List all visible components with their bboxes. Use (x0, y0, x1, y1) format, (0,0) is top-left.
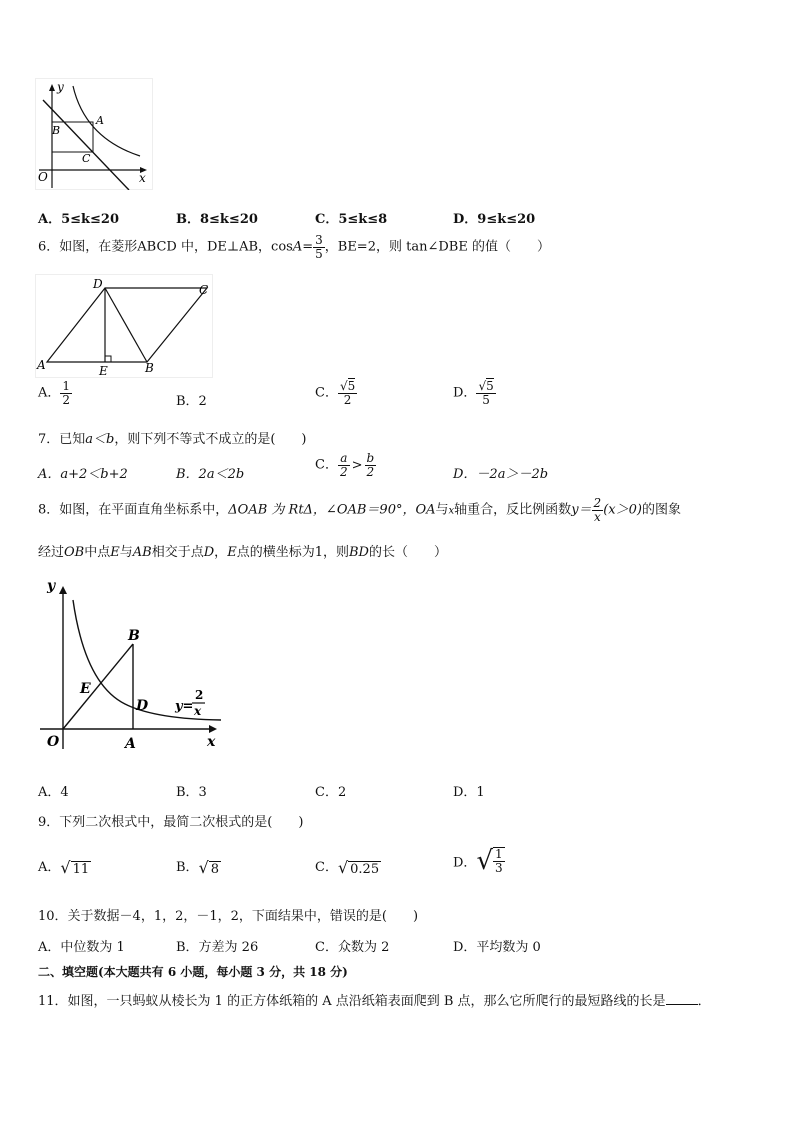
q6-rhombus-figure (35, 274, 213, 378)
q9-option-d-label: D． (453, 855, 477, 871)
q9-option-b-rad: 8 (210, 862, 220, 877)
right-angle-mark (105, 356, 111, 362)
q9-option-a-rad: 11 (72, 862, 90, 877)
q8-l1-e: 的图象 (641, 502, 681, 518)
q6-option-c[interactable] (315, 380, 357, 406)
q11-end: ． (697, 994, 711, 1009)
q8-l2-d: 相交于点 (151, 545, 204, 560)
label-e: E (80, 681, 91, 697)
label-c: C (199, 283, 209, 297)
q10-option-b[interactable]: B．方差为 26 (176, 940, 259, 955)
label-c: C (82, 152, 91, 165)
q7-stem-pre: 7．已知 (38, 432, 86, 447)
q8-l1-x: x (448, 505, 455, 517)
q11-stem (38, 990, 711, 1009)
q8-l1-cond: (x＞0) (603, 502, 642, 518)
q7-stem (38, 428, 307, 447)
q9-option-a-radical (60, 858, 91, 877)
q5-option-a[interactable]: A．5≤k≤20 (38, 212, 120, 227)
label-b: B (52, 124, 61, 137)
q10-stem: 10．关于数据－4，1，2，－1，2，下面结果中，错误的是( ) (38, 909, 419, 924)
q8-option-c[interactable]: C．2 (315, 785, 347, 800)
q8-l2-ob: OB (64, 545, 85, 560)
label-d: D (93, 277, 103, 291)
q7-option-b[interactable]: B．2a＜2b (176, 467, 245, 482)
q8-l1-den: x (593, 509, 601, 524)
sqrt-icon: √ (339, 379, 348, 393)
q8-l1-num: 2 (593, 496, 602, 510)
q8-l2-e2: E (227, 545, 237, 560)
q8-l2-ab: AB (132, 545, 152, 560)
q7-option-c-d1: 2 (339, 464, 348, 479)
q9-option-b-label: B． (176, 860, 199, 875)
sqrt-icon: √ (476, 846, 494, 876)
q11-text: 11．如图，一只蚂蚁从棱长为 1 的正方体纸箱的 A 点沿纸箱表面爬到 B 点，那么它所爬行的最短路线的长是 (38, 994, 666, 1009)
q6-option-d-den: 5 (482, 392, 490, 407)
q8-l1-a: 8．如图，在平面直角坐标系中， (38, 502, 229, 518)
q7-option-c-d2: 2 (366, 464, 375, 479)
q7-option-d[interactable]: D．－2a＞－2b (453, 467, 549, 482)
q8-l1-b: ΔOAB 为 RtΔ，∠OAB＝90°，OA (228, 502, 436, 518)
q6-option-d-label: D． (453, 385, 477, 401)
q8-stem-line1 (38, 497, 681, 523)
q10-option-a[interactable]: A．中位数为 1 (38, 940, 125, 955)
label-y: y (47, 578, 56, 594)
label-o: O (47, 734, 60, 750)
segment-db (105, 288, 147, 362)
q7-option-c-label: C． (315, 457, 338, 473)
q8-l2-one: 1 (314, 545, 323, 560)
y-axis-arrow (59, 586, 67, 594)
x-axis-arrow (209, 725, 217, 733)
q9-option-d[interactable] (453, 846, 505, 876)
q5-option-b[interactable]: B．8≤k≤20 (176, 212, 258, 227)
q8-l2-b: 中点 (84, 545, 111, 560)
label-a: A (125, 736, 136, 752)
segment-ob (63, 644, 133, 729)
q6-eq: = (302, 239, 314, 255)
q5-option-c[interactable]: C．5≤k≤8 (315, 212, 388, 227)
q8-l2-g: 点的横坐标为 (236, 545, 315, 560)
q8-l1-y: y＝ (571, 502, 592, 518)
label-a: A (96, 114, 104, 127)
q8-l1-d: 轴重合，反比例函数 (454, 502, 572, 518)
q7-stem-post: ，则下列不等式不成立的是( ) (114, 432, 307, 447)
rhombus-abcd (47, 288, 207, 362)
q6-option-c-rad: 5 (347, 379, 356, 393)
q10-option-d[interactable]: D．平均数为 0 (453, 940, 541, 955)
q9-option-a[interactable] (38, 856, 91, 877)
q8-l1-frac (592, 497, 604, 523)
q7-option-c-n2: b (366, 451, 375, 465)
q9-option-d-num: 1 (495, 847, 503, 862)
q6-option-c-den: 2 (343, 392, 352, 407)
q8-l2-c: 与 (119, 545, 133, 560)
q6-cos-num: 3 (315, 233, 323, 247)
q6-option-d[interactable] (453, 380, 496, 406)
q8-figure (35, 574, 225, 754)
q6-angle-a: A (292, 239, 303, 255)
function-label: y= (175, 699, 194, 714)
label-b: B (145, 361, 154, 375)
q8-option-b[interactable]: B．3 (176, 785, 207, 800)
q6-option-d-frac (476, 380, 495, 406)
q9-option-c-radical (338, 858, 381, 877)
q9-option-c-rad: 0.25 (350, 862, 380, 877)
q6-stem-post: ，BE=2，则 tan∠DBE 的值（ ） (324, 239, 550, 255)
q7-option-c[interactable] (315, 452, 376, 478)
function-den: x (194, 704, 202, 718)
q9-option-d-radical (476, 846, 504, 876)
q6-option-d-num (476, 380, 495, 394)
q7-cond: a＜b (85, 432, 115, 447)
q9-option-a-label: A． (38, 860, 61, 875)
q7-option-c-frac1 (338, 452, 350, 478)
label-d: D (136, 698, 149, 714)
q6-cos-fraction (313, 234, 325, 260)
q9-option-d-den: 3 (495, 861, 503, 875)
q8-stem-line2 (38, 541, 447, 560)
q9-option-b-radical (199, 858, 221, 877)
label-o: O (38, 170, 48, 184)
label-e: E (99, 364, 108, 378)
label-x: x (139, 171, 146, 185)
section-2-heading: 二、填空题(本大题共有 6 小题，每小题 3 分，共 18 分) (38, 965, 348, 979)
label-y: y (57, 80, 64, 94)
q9-option-b[interactable] (176, 856, 221, 877)
function-num: 2 (195, 688, 204, 702)
q8-l2-bd: BD (349, 545, 369, 560)
q9-option-c-label: C． (315, 860, 338, 875)
q6-option-c-label: C． (315, 385, 338, 401)
label-x: x (207, 734, 216, 750)
q6-option-c-num (338, 380, 357, 394)
q6-stem-pre: 6．如图，在菱形ABCD 中，DE⊥AB，cos (38, 239, 293, 255)
q6-cos-den: 5 (315, 246, 323, 261)
q11-answer-blank[interactable] (666, 1004, 698, 1005)
sqrt-icon: √ (337, 858, 349, 877)
q7-option-c-gt: > (351, 457, 363, 473)
q6-option-a-num: 1 (62, 379, 71, 393)
hyperbola-curve (73, 86, 140, 156)
q9-option-d-frac (493, 847, 505, 874)
q6-option-a[interactable] (38, 380, 72, 406)
q6-stem (38, 234, 550, 260)
q6-option-a-den: 2 (62, 392, 71, 407)
sqrt-icon: √ (60, 858, 71, 877)
y-axis-arrow (49, 84, 55, 91)
label-a: A (37, 358, 46, 372)
q5-figure (35, 78, 153, 190)
q8-l2-i: 的长（ ） (368, 545, 447, 560)
q6-option-b[interactable]: B．2 (176, 394, 207, 409)
q9-stem: 9．下列二次根式中，最简二次根式的是( ) (38, 815, 304, 830)
q6-option-d-rad: 5 (486, 379, 494, 393)
q8-l2-a: 经过 (38, 545, 65, 560)
q8-l2-e: E (110, 545, 120, 560)
q8-option-a[interactable]: A．4 (38, 785, 69, 800)
label-b: B (128, 628, 140, 644)
q8-l1-c: 与 (435, 502, 449, 518)
sqrt-icon: √ (478, 379, 487, 393)
q6-option-a-label: A． (38, 385, 61, 401)
q6-option-a-frac (60, 380, 72, 406)
q8-l2-f: ， (214, 545, 228, 560)
q8-l2-dpt: D (203, 545, 215, 560)
q10-option-c[interactable]: C．众数为 2 (315, 940, 390, 955)
q8-option-d[interactable]: D．1 (453, 785, 485, 800)
q9-option-c[interactable] (315, 856, 381, 877)
q8-l2-h: ，则 (322, 545, 349, 560)
q5-option-d[interactable]: D．9≤k≤20 (453, 212, 536, 227)
q7-option-c-frac2 (365, 452, 377, 478)
sqrt-icon: √ (198, 858, 209, 877)
q7-option-a[interactable]: A．a+2＜b+2 (38, 467, 128, 482)
q7-option-c-n1: a (338, 452, 350, 466)
q6-option-c-frac (338, 380, 357, 406)
